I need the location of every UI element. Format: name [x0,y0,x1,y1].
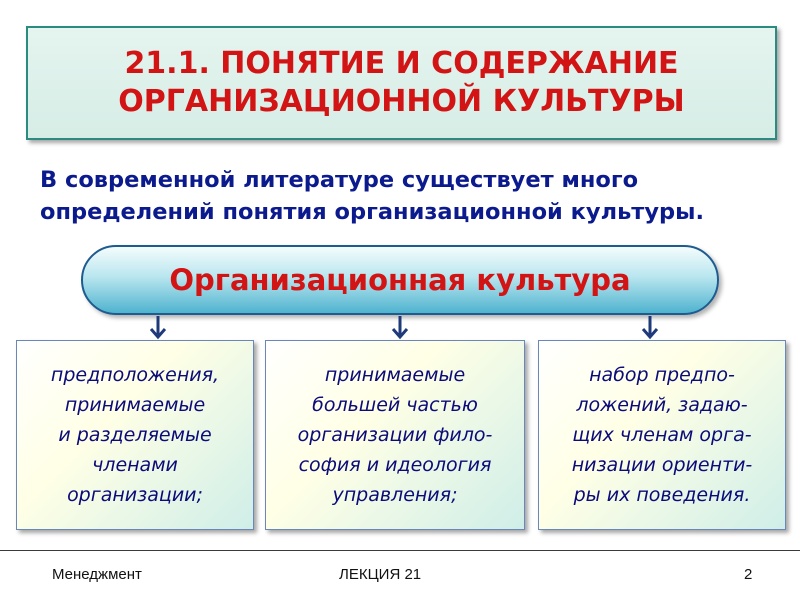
definition-line: принимаемые [324,364,466,386]
definition-box-3 [538,340,786,530]
definition-line: предположения, [50,364,220,386]
footer-divider [0,550,800,551]
definition-line: набор предпо- [589,364,735,386]
intro-line-1: В современной литературе существует много [40,167,639,193]
intro-line-2: определений понятия организационной культуры. [40,199,705,225]
down-arrow-icon [148,316,168,340]
central-concept-pill [81,245,719,315]
definition-box-1 [16,340,254,530]
central-concept-label: Организационная культура [169,263,631,297]
definition-line: ры их поведения. [573,484,751,506]
definition-text-2 [298,360,493,510]
definition-line: и разделяемые [58,424,212,446]
slide-title-line-2: ОРГАНИЗАЦИОННОЙ КУЛЬТУРЫ [118,84,685,119]
definition-line: организации фило- [297,424,493,446]
footer-lecture-label: ЛЕКЦИЯ 21 [339,566,422,583]
definition-line: управления; [332,484,458,506]
down-arrow-icon [390,316,410,340]
footer-course-name: Менеджмент [52,566,142,583]
intro-text [40,164,770,228]
down-arrow-icon [640,316,660,340]
definition-line: большей частью [312,394,478,416]
definition-line: принимаемые [64,394,206,416]
definition-text-3 [572,360,753,510]
definition-line: членами [92,454,178,476]
slide-title-box [26,26,777,140]
definition-line: организации; [67,484,203,506]
slide-title-line-1: 21.1. ПОНЯТИЕ И СОДЕРЖАНИЕ [124,46,679,81]
definition-line: щих членам орга- [572,424,752,446]
definition-text-1 [51,360,219,510]
footer-page-number: 2 [744,566,753,583]
definition-line: софия и идеология [298,454,492,476]
definition-line: низации ориенти- [571,454,753,476]
definition-line: ложений, задаю- [576,394,748,416]
definition-box-2 [265,340,525,530]
